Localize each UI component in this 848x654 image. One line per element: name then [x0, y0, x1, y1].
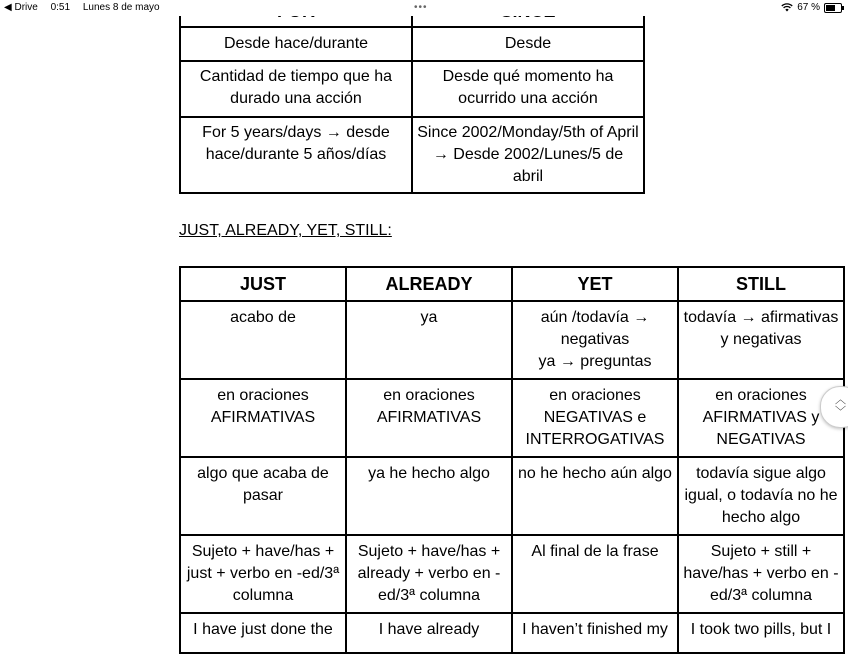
chevron-up-icon: ︿	[835, 394, 846, 406]
chevron-down-icon: ﹀	[835, 406, 846, 418]
table-row	[180, 117, 644, 193]
table-cell: Cantidad de tiempo que ha durado una acción	[180, 61, 412, 117]
table-cell: ya he hecho algo	[346, 457, 512, 535]
table-cell: en oraciones AFIRMATIVAS y NEGATIVAS	[678, 379, 844, 457]
table-cell: Desde hace/durante	[180, 27, 412, 61]
multitasking-dots-icon[interactable]: •••	[414, 2, 428, 13]
table-cell: I have already	[346, 613, 512, 653]
table-row	[180, 457, 844, 535]
table-cell: Sujeto + have/has + just + verbo en -ed/3ª columna	[180, 535, 346, 613]
section-heading: JUST, ALREADY, YET, STILL:	[179, 222, 392, 239]
header-already: ALREADY	[346, 267, 512, 301]
table-cell: acabo de	[180, 301, 346, 379]
table-cell: I took two pills, but I	[678, 613, 844, 653]
table-cell: Sujeto + still + have/has + verbo en -ed/3ª columna	[678, 535, 844, 613]
table-row	[180, 613, 844, 653]
table-cell: Al final de la frase	[512, 535, 678, 613]
back-to-drive-link[interactable]: ◀ Drive	[4, 2, 38, 13]
table-cell: Desde qué momento ha ocurrido una acción	[412, 61, 644, 117]
table-cell: en oraciones AFIRMATIVAS	[346, 379, 512, 457]
wifi-icon	[781, 3, 793, 12]
table-cell: Desde	[412, 27, 644, 61]
table-row	[180, 27, 644, 61]
status-bar	[0, 0, 848, 16]
table-header-row	[180, 267, 844, 301]
table-cell: en oraciones NEGATIVAS e INTERROGATIVAS	[512, 379, 678, 457]
table-row	[180, 379, 844, 457]
table-cell: ya	[346, 301, 512, 379]
table-row	[180, 301, 844, 379]
battery-fill	[826, 5, 835, 11]
table-row	[180, 61, 644, 117]
table-cell: en oraciones AFIRMATIVAS	[180, 379, 346, 457]
table-cell: todavía → afirmativas y negativas	[678, 301, 844, 379]
table-cell: aún /todavía → negativas ya → preguntas	[512, 301, 678, 379]
status-date: Lunes 8 de mayo	[82, 2, 160, 13]
battery-percent: 67 %	[797, 2, 820, 13]
for-since-table	[179, 0, 645, 194]
battery-icon	[824, 3, 842, 13]
header-just: JUST	[180, 267, 346, 301]
table-cell: Since 2002/Monday/5th of April → Desde 2002/Lunes/5 de abril	[412, 117, 644, 193]
status-time: 0:51	[50, 2, 71, 13]
table-cell: no he hecho aún algo	[512, 457, 678, 535]
table-cell: todavía sigue algo igual, o todavía no he hecho algo	[678, 457, 844, 535]
just-already-yet-still-table	[179, 266, 845, 654]
header-still: STILL	[678, 267, 844, 301]
table-cell: I have just done the	[180, 613, 346, 653]
header-yet: YET	[512, 267, 678, 301]
table-cell: For 5 years/days → desde hace/durante 5 años/días	[180, 117, 412, 193]
table-cell: algo que acaba de pasar	[180, 457, 346, 535]
table-cell: Sujeto + have/has + already + verbo en -ed/3ª columna	[346, 535, 512, 613]
table-cell: I haven’t finished my	[512, 613, 678, 653]
table-row	[180, 535, 844, 613]
